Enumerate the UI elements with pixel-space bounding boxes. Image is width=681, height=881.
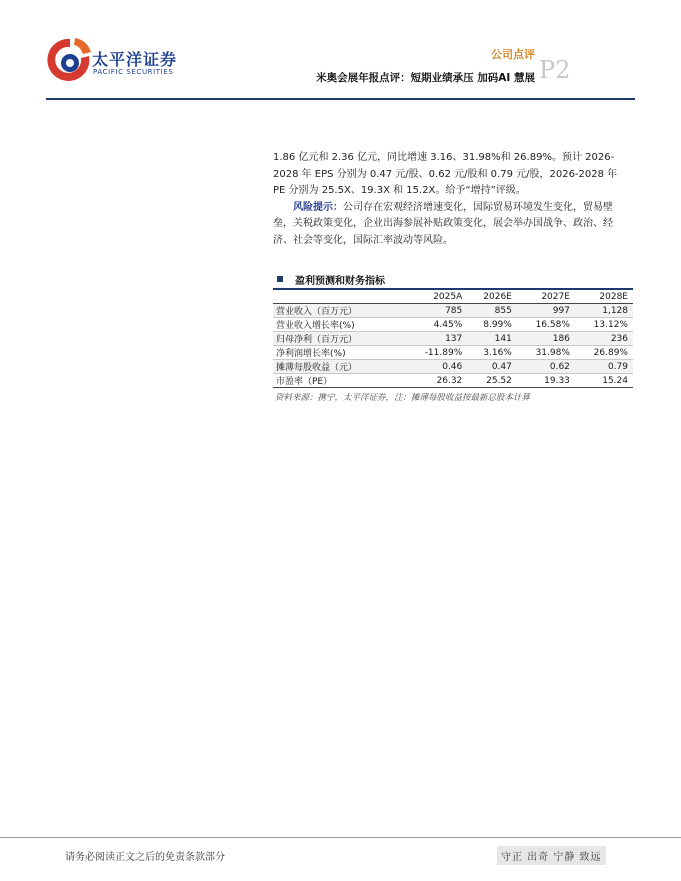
table-cell: 25.52 (467, 374, 517, 388)
row-label: 摊薄每股收益（元） (273, 360, 404, 374)
footer-disclaimer: 请务必阅读正文之后的免责条款部分 (65, 852, 225, 863)
table-cell: 137 (404, 332, 467, 346)
body-text (273, 150, 629, 249)
table-cell: 997 (517, 304, 575, 318)
risk-label: 风险提示： (293, 201, 343, 213)
logo-mark-icon (47, 36, 93, 86)
row-label: 营业收入增长率(%) (273, 318, 404, 332)
table-cell: 785 (404, 304, 467, 318)
table-header-row (273, 290, 633, 304)
column-header: 2026E (467, 290, 517, 304)
column-header: 2028E (575, 290, 633, 304)
risk-paragraph (273, 200, 629, 250)
logo-name-cn: 太平洋证券 (92, 50, 178, 69)
table-cell: 4.45% (404, 318, 467, 332)
table-cell: 15.24 (575, 374, 633, 388)
table-cell: -11.89% (404, 346, 467, 360)
table-cell: 141 (467, 332, 517, 346)
logo-name-en: PACIFIC SECURITIES (93, 68, 174, 76)
table-cell: 855 (467, 304, 517, 318)
square-bullet-icon (277, 276, 283, 282)
table-row (273, 360, 633, 374)
table-row (273, 374, 633, 388)
column-header (273, 290, 404, 304)
table-cell: 19.33 (517, 374, 575, 388)
column-header: 2025A (404, 290, 467, 304)
table-row (273, 332, 633, 346)
table-cell: 0.46 (404, 360, 467, 374)
table-cell: 0.62 (517, 360, 575, 374)
document-type: 公司点评 (491, 48, 535, 61)
row-label: 归母净利（百万元） (273, 332, 404, 346)
table-cell: 186 (517, 332, 575, 346)
table-row (273, 318, 633, 332)
row-label: 营业收入（百万元） (273, 304, 404, 318)
page-number: P2 (539, 56, 571, 84)
footer-motto: 守正 出奇 宁静 致远 (497, 846, 606, 865)
earnings-paragraph: 1.86 亿元和 2.36 亿元，同比增速 3.16、31.98%和 26.89%。预计 2026-2028 年 EPS 分别为 0.47 元/股、0.62 元/股和 0.79 元/股，2026-2028 年 PE 分别为 25.5X、19.3X 和 15.2X。给予“增持”评级。 (273, 152, 618, 196)
company-logo (47, 36, 207, 86)
table-cell: 26.89% (575, 346, 633, 360)
table-cell: 31.98% (517, 346, 575, 360)
column-header: 2027E (517, 290, 575, 304)
table-cell: 16.58% (517, 318, 575, 332)
table-cell: 0.47 (467, 360, 517, 374)
table-cell: 1,128 (575, 304, 633, 318)
forecast-table-section (273, 271, 633, 403)
forecast-table (273, 290, 633, 388)
table-cell: 13.12% (575, 318, 633, 332)
header-divider (46, 98, 635, 100)
footer-divider (0, 837, 681, 838)
table-title-text: 盈利预测和财务指标 (295, 275, 385, 287)
risk-text: 公司存在宏观经济增速变化，国际贸易环境发生变化，贸易壁垒，关税政策变化，企业出海参展补贴政策变化，展会举办国战争、政治、经济、社会等变化，国际汇率波动等风险。 (273, 201, 613, 246)
table-row (273, 304, 633, 318)
table-cell: 3.16% (467, 346, 517, 360)
table-cell: 236 (575, 332, 633, 346)
table-source-note: 资料来源：携宁，太平洋证券，注：摊薄每股收益按最新总股本计算 (275, 393, 531, 403)
report-title: 米奥会展年报点评：短期业绩承压 加码AI 慧展 (316, 72, 535, 84)
table-cell: 8.99% (467, 318, 517, 332)
row-label: 市盈率（PE） (273, 374, 404, 388)
table-row (273, 346, 633, 360)
table-title (273, 271, 633, 287)
table-cell: 0.79 (575, 360, 633, 374)
row-label: 净利润增长率(%) (273, 346, 404, 360)
table-cell: 26.32 (404, 374, 467, 388)
